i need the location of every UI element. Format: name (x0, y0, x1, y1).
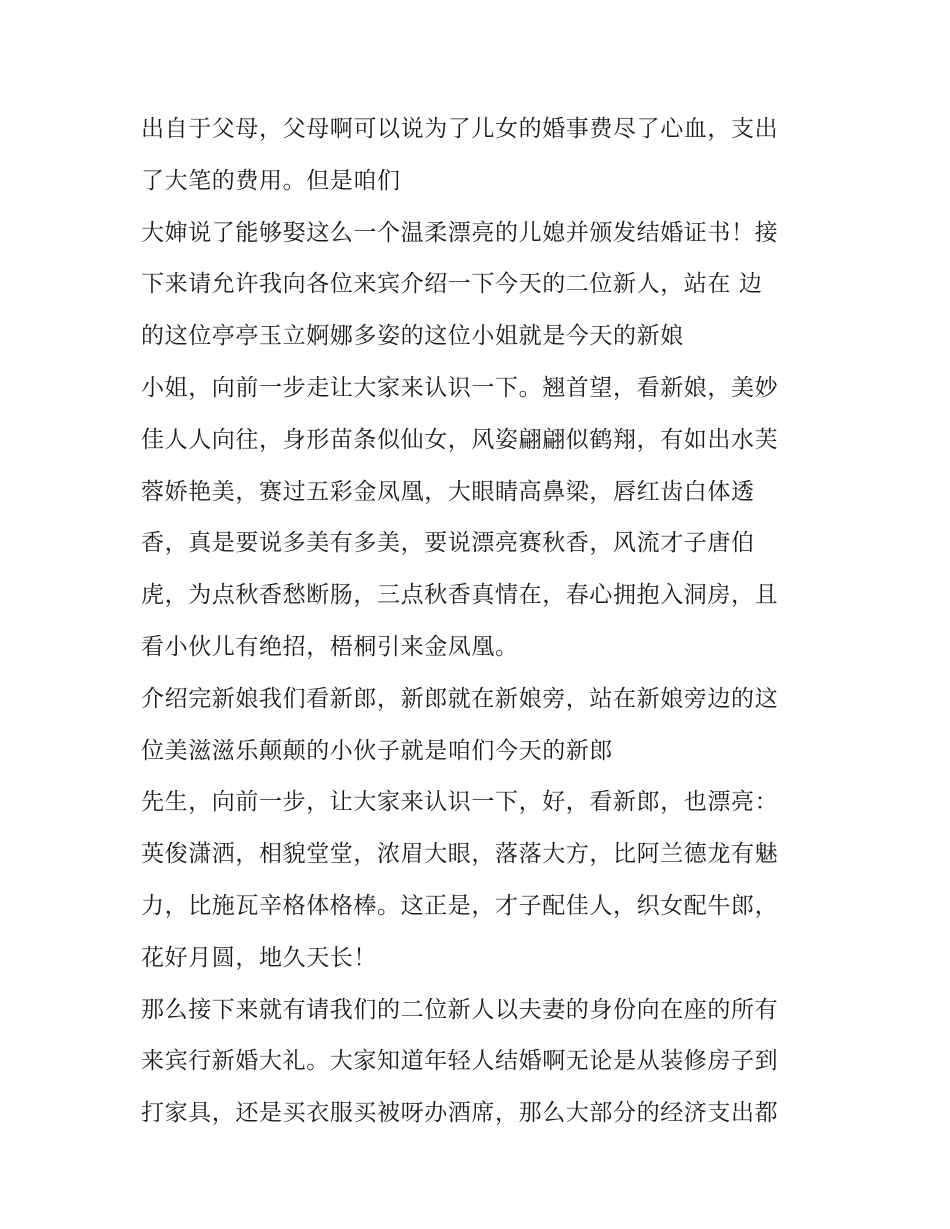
text-line: 力，比施瓦辛格体格棒。这正是，才子配佳人，织女配牛郎， (141, 892, 779, 919)
text-line: 位美滋滋乐颠颠的小伙子就是咱们今天的新郎 (141, 737, 613, 764)
text-line: 香，真是要说多美有多美，要说漂亮赛秋香，风流才子唐伯 (141, 530, 755, 557)
text-line: 花好月圆，地久天长！ (141, 944, 377, 971)
text-line: 大婶说了能够娶这么一个温柔漂亮的儿媳并颁发结婚证书！接 (141, 219, 779, 246)
text-line: 介绍完新娘我们看新郎，新郎就在新娘旁，站在新娘旁边的这 (141, 685, 779, 712)
text-line: 下来请允许我向各位来宾介绍一下今天的二位新人，站在 边 (141, 271, 763, 298)
text-line: 英俊潇洒，相貌堂堂，浓眉大眼，落落大方，比阿兰德龙有魅 (141, 841, 779, 868)
text-line: 打家具，还是买衣服买被呀办酒席，那么大部分的经济支出都 (141, 1100, 779, 1127)
text-line: 了大笔的费用。但是咱们 (141, 167, 401, 194)
text-line: 出自于父母，父母啊可以说为了儿女的婚事费尽了心血，支出 (141, 116, 779, 142)
text-line: 来宾行新婚大礼。大家知道年轻人结婚啊无论是从装修房子到 (141, 1048, 779, 1075)
text-line: 那么接下来就有请我们的二位新人以夫妻的身份向在座的所有 (141, 996, 779, 1023)
text-line: 的这位亭亭玉立婀娜多姿的这位小姐就是今天的新娘 (141, 323, 684, 350)
text-line: 看小伙儿有绝招，梧桐引来金凤凰。 (141, 633, 519, 660)
text-line: 小姐，向前一步走让大家来认识一下。翘首望，看新娘，美妙 (141, 374, 779, 401)
text-line: 佳人人向往，身形苗条似仙女，风姿翩翩似鹤翔，有如出水芙 (141, 426, 779, 453)
text-line: 先生，向前一步，让大家来认识一下，好，看新郎，也漂亮： (141, 789, 779, 816)
text-line: 蓉娇艳美，赛过五彩金凤凰，大眼睛高鼻梁，唇红齿白体透 (141, 478, 755, 505)
body-text (141, 104, 821, 1140)
text-line: 虎，为点秋香愁断肠，三点秋香真情在，春心拥抱入洞房，且 (141, 582, 779, 609)
